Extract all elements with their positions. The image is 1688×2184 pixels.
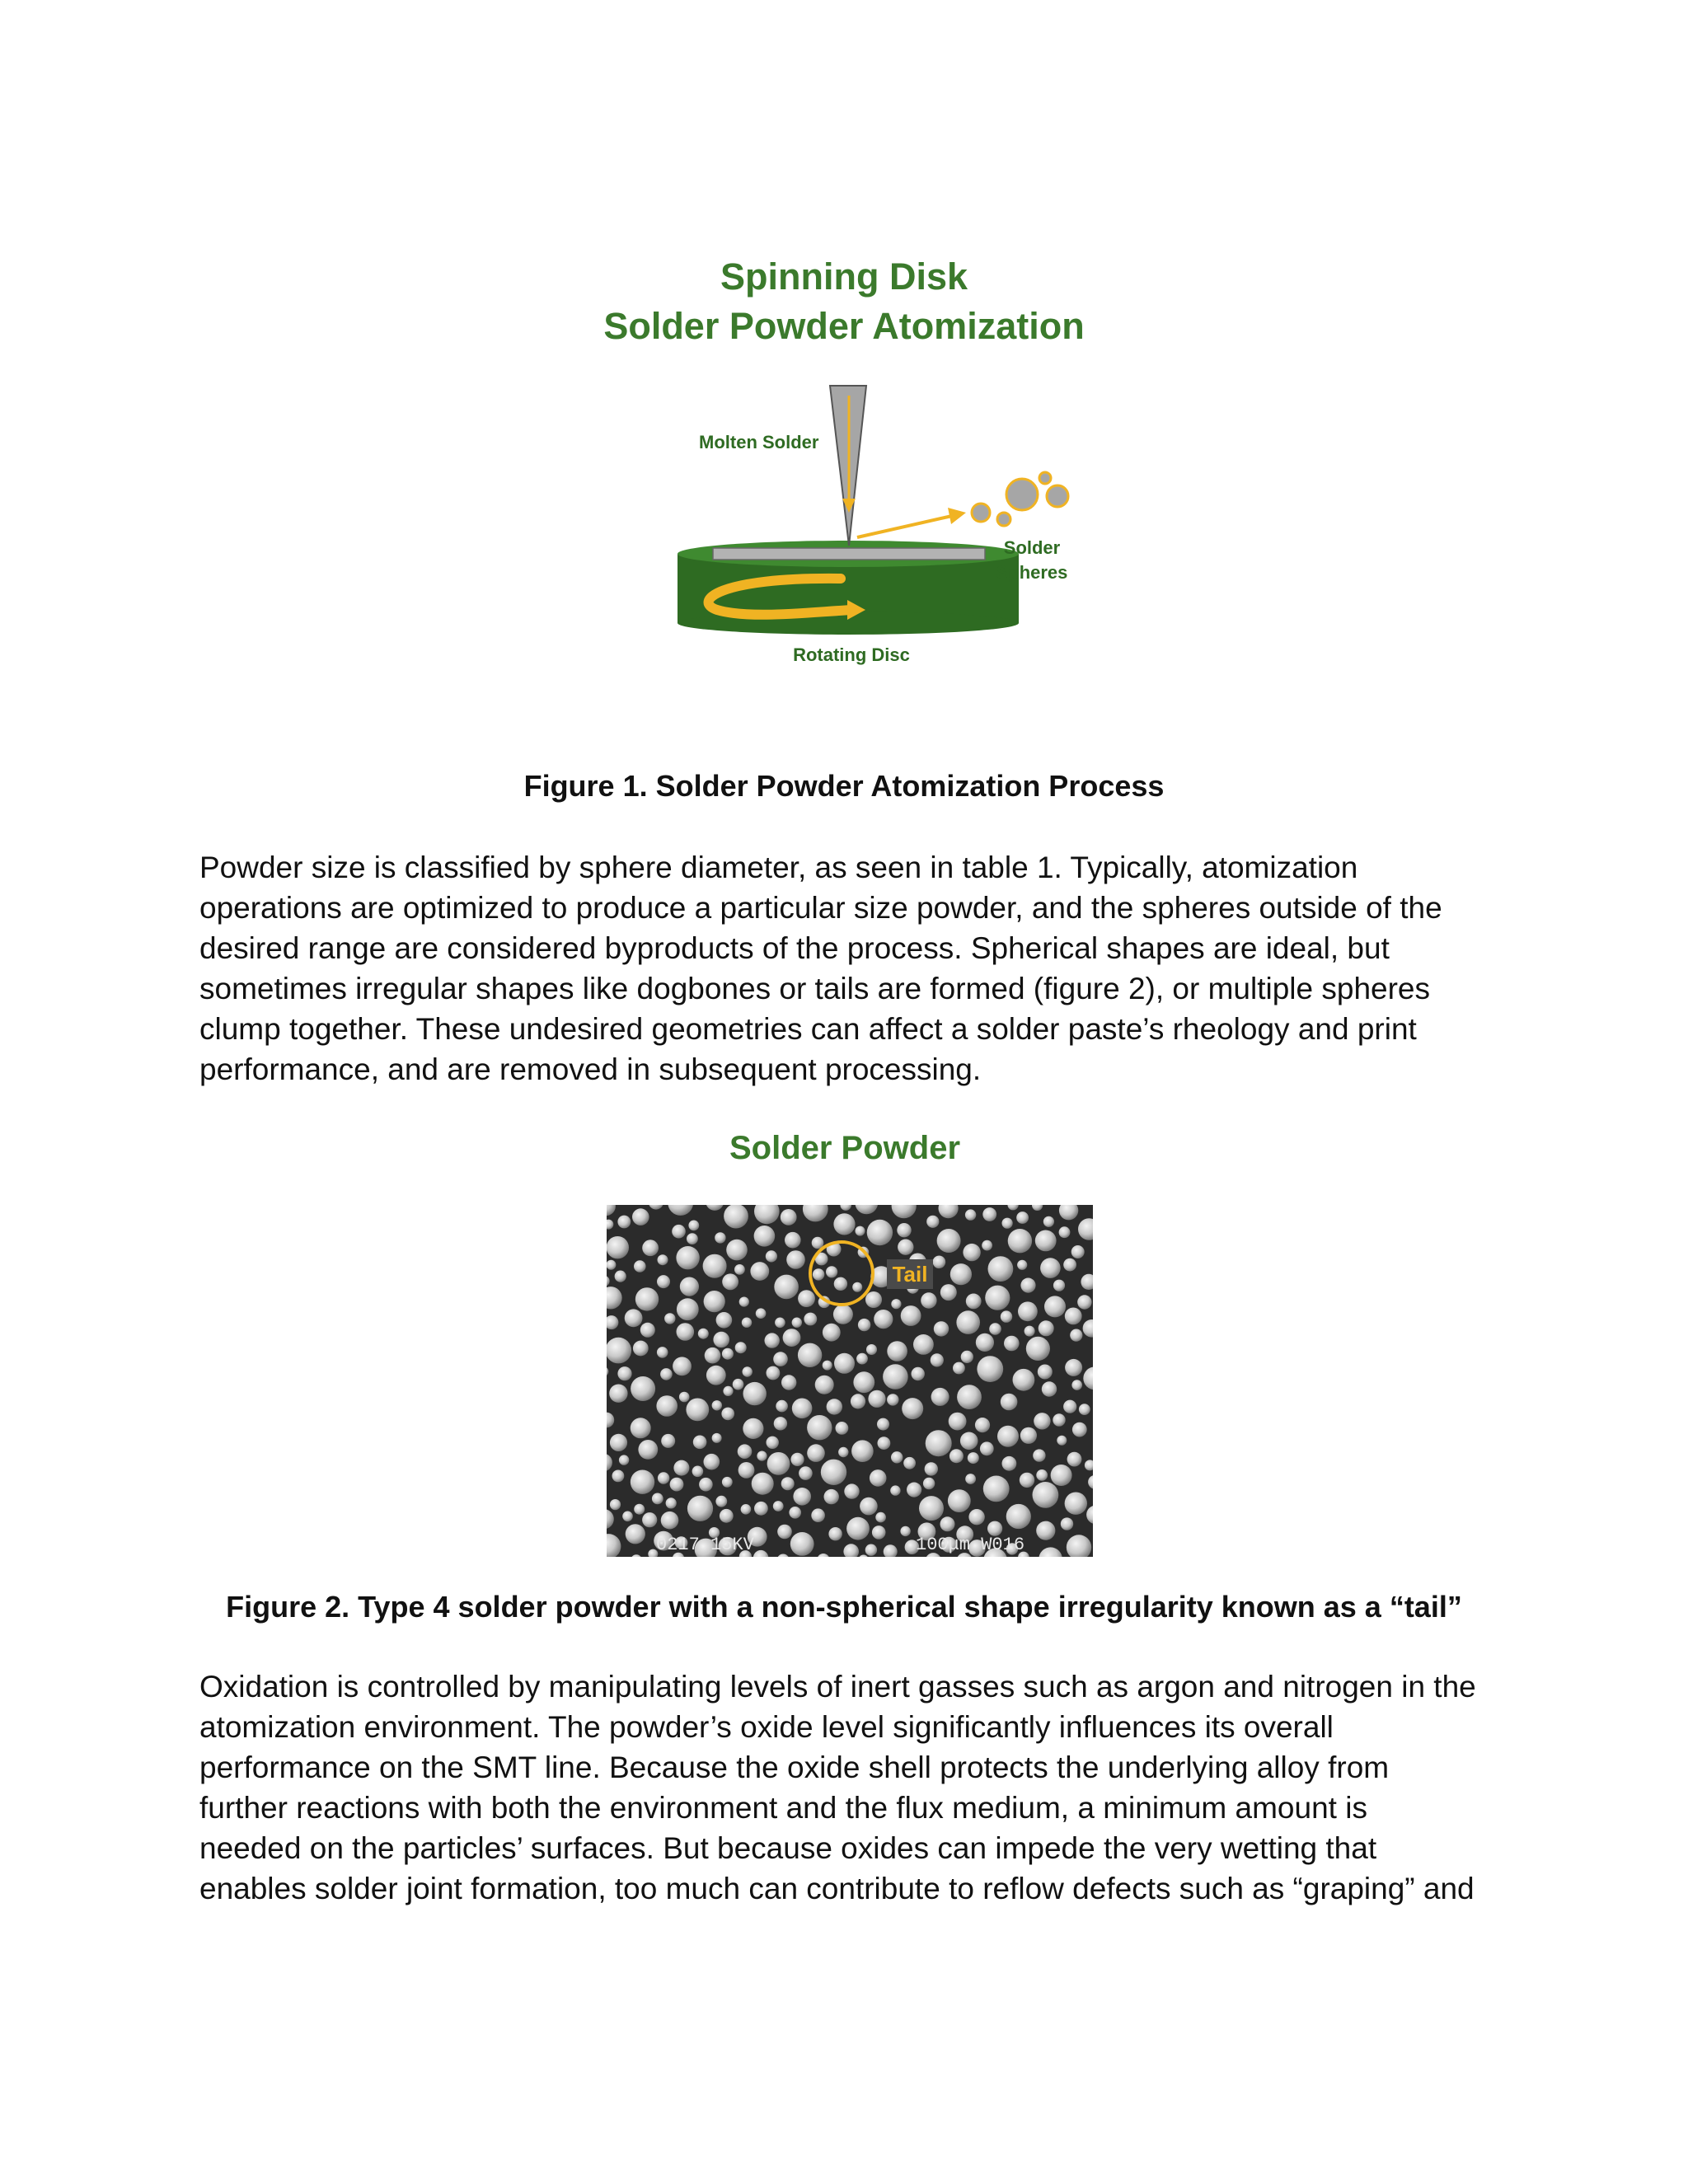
powder-particle: [722, 1273, 738, 1290]
powder-particle: [940, 1284, 957, 1301]
powder-particle: [891, 1451, 903, 1463]
powder-particle: [836, 1422, 849, 1435]
powder-particle: [615, 1271, 626, 1282]
powder-particle: [756, 1308, 767, 1319]
powder-particle: [773, 1501, 784, 1511]
powder-particle: [872, 1526, 886, 1540]
powder-particle: [799, 1466, 813, 1480]
powder-particle: [715, 1232, 725, 1243]
powder-particle: [720, 1509, 734, 1523]
powder-particle: [774, 1275, 799, 1300]
powder-particle: [607, 1236, 629, 1258]
powder-particle: [838, 1447, 848, 1457]
powder-particle: [1018, 1301, 1038, 1321]
powder-particle: [1035, 1230, 1057, 1252]
powder-particle: [1071, 1245, 1085, 1258]
powder-particle: [985, 1286, 1010, 1310]
paragraph-2: [199, 1666, 1518, 1909]
powder-particle: [1034, 1413, 1050, 1429]
powder-particle: [704, 1454, 720, 1470]
powder-particle: [658, 1472, 669, 1483]
powder-particle: [965, 1209, 976, 1220]
powder-particle: [792, 1399, 813, 1419]
powder-particle: [953, 1362, 965, 1375]
figure2-title: Solder Powder: [729, 1130, 961, 1166]
powder-particle: [632, 1208, 649, 1226]
powder-particle: [1002, 1218, 1013, 1229]
powder-particle: [688, 1221, 699, 1231]
powder-particle: [798, 1290, 815, 1307]
powder-particle: [811, 1508, 825, 1522]
powder-particle: [750, 1262, 769, 1281]
powder-particle: [926, 1430, 952, 1456]
powder-particle: [1044, 1296, 1066, 1317]
powder-particle: [898, 1240, 913, 1255]
powder-particle: [766, 1250, 777, 1262]
rotating-disc: [678, 541, 1019, 635]
molten-solder-label: Molten Solder: [699, 432, 819, 452]
powder-particle: [777, 1525, 792, 1540]
powder-particle: [912, 1367, 925, 1380]
powder-particle: [741, 1504, 752, 1515]
solder-spheres-label-1: Solder: [1003, 537, 1061, 558]
powder-particle: [856, 1353, 868, 1365]
powder-particle: [989, 1323, 1001, 1335]
powder-particle: [743, 1418, 763, 1439]
powder-particle: [950, 1449, 964, 1463]
powder-particle: [804, 1313, 817, 1326]
paragraph-line: clump together. These undesired geometries can affect a solder paste’s rheology and print: [199, 1012, 1417, 1046]
powder-particle: [963, 1244, 980, 1261]
powder-particle: [734, 1264, 745, 1275]
powder-particle: [1070, 1329, 1082, 1342]
powder-particle: [738, 1444, 753, 1459]
powder-particle: [897, 1223, 911, 1237]
powder-particle: [851, 1394, 865, 1408]
sem-micrograph: [607, 1205, 1093, 1557]
powder-particle: [765, 1333, 780, 1347]
powder-particle: [921, 1292, 936, 1308]
powder-particle: [609, 1385, 627, 1403]
powder-particle: [617, 1366, 631, 1380]
powder-particle: [937, 1229, 961, 1253]
powder-particle: [1057, 1436, 1067, 1446]
powder-particle: [957, 1385, 982, 1409]
powder-particle: [997, 1426, 1019, 1447]
powder-particle: [934, 1321, 949, 1336]
powder-particle: [767, 1436, 779, 1449]
powder-particle: [743, 1366, 753, 1376]
powder-particle: [1072, 1422, 1087, 1437]
powder-particle: [677, 1323, 695, 1341]
powder-particle: [968, 1452, 979, 1464]
powder-particle: [723, 1386, 733, 1396]
powder-particle: [948, 1489, 971, 1512]
powder-particle: [724, 1205, 748, 1229]
powder-particle: [826, 1266, 837, 1277]
powder-particle: [786, 1250, 805, 1269]
powder-particle: [1038, 1365, 1053, 1380]
powder-particle: [625, 1309, 643, 1327]
powder-particle: [1033, 1482, 1059, 1508]
powder-particle: [776, 1400, 788, 1413]
powder-particle: [966, 1294, 982, 1310]
powder-particle: [890, 1485, 900, 1495]
powder-particle: [743, 1382, 767, 1405]
powder-particle: [813, 1268, 824, 1280]
powder-particle: [980, 1441, 994, 1455]
powder-particle: [785, 1232, 801, 1249]
powder-particle: [1063, 1258, 1076, 1272]
powder-particle: [670, 1478, 684, 1492]
powder-particle: [983, 1476, 1010, 1502]
powder-particle: [612, 1470, 625, 1483]
powder-particle: [925, 1462, 938, 1475]
powder-particle: [754, 1226, 776, 1247]
powder-particle: [874, 1310, 893, 1329]
powder-particle: [790, 1532, 814, 1556]
powder-particle: [699, 1478, 713, 1492]
paragraph-line: needed on the particles’ surfaces. But because oxides can impede the very wetting that: [199, 1831, 1377, 1865]
powder-particle: [704, 1291, 725, 1312]
powder-particle: [856, 1226, 865, 1236]
powder-particle: [634, 1504, 645, 1515]
powder-particle: [661, 1511, 679, 1530]
figure2-caption: Figure 2. Type 4 solder powder with a non-spherical shape irregularity known as a “tail”: [226, 1590, 1462, 1624]
powder-particle: [757, 1451, 767, 1461]
paragraph-line: desired range are considered byproducts of the process. Spherical shapes are ideal, but: [199, 931, 1390, 965]
powder-particle: [923, 1478, 935, 1489]
powder-particle: [902, 1398, 923, 1419]
powder-particle: [666, 1497, 677, 1508]
powder-particle: [640, 1323, 655, 1338]
paragraph-line: enables solder joint formation, too much can contribute to reflow defects such as “graping” and: [199, 1872, 1475, 1905]
powder-particle: [781, 1209, 797, 1226]
powder-particle: [1053, 1413, 1065, 1426]
powder-particle: [1020, 1278, 1035, 1293]
powder-particle: [712, 1433, 722, 1443]
powder-particle: [1001, 1310, 1012, 1322]
powder-particle: [726, 1240, 748, 1261]
powder-particle: [919, 1496, 944, 1521]
powder-particle: [680, 1277, 699, 1296]
powder-particle: [956, 1310, 980, 1334]
powder-particle: [631, 1376, 655, 1401]
powder-particle: [658, 1254, 668, 1265]
powder-particle: [610, 1434, 627, 1451]
paragraph-line: Powder size is classified by sphere diameter, as seen in table 1. Typically, atomization: [199, 851, 1358, 884]
powder-particle: [865, 1544, 877, 1556]
atomization-diagram: [668, 363, 1129, 676]
powder-particle: [657, 1347, 668, 1358]
powder-particle: [774, 1417, 787, 1430]
powder-particle: [977, 1356, 1003, 1382]
powder-particle: [1020, 1473, 1034, 1488]
powder-particle: [933, 1256, 946, 1269]
powder-particle: [790, 1453, 804, 1466]
powder-particle: [781, 1477, 795, 1490]
powder-particle: [706, 1366, 726, 1385]
powder-particle: [676, 1246, 699, 1269]
powder-particle: [798, 1343, 822, 1367]
powder-particle: [713, 1332, 729, 1348]
powder-particle: [721, 1408, 734, 1421]
powder-particle: [961, 1351, 973, 1363]
powder-particle: [660, 1368, 673, 1380]
powder-particle: [950, 1263, 972, 1285]
paragraph-line: operations are optimized to produce a particular size powder, and the spheres outside of the: [199, 891, 1442, 925]
powder-particle: [635, 1287, 659, 1310]
powder-particle: [1051, 1465, 1072, 1486]
powder-particle: [703, 1254, 727, 1278]
powder-particle: [931, 1388, 950, 1406]
powder-particle: [619, 1455, 629, 1465]
powder-particle: [940, 1516, 955, 1531]
powder-particle: [1020, 1427, 1037, 1444]
paragraph-line: Oxidation is controlled by manipulating levels of inert gasses such as argon and nitrogen in the: [199, 1670, 1476, 1704]
powder-particle: [824, 1489, 839, 1504]
powder-particle: [661, 1434, 675, 1448]
powder-particle: [926, 1216, 939, 1228]
powder-particle: [705, 1347, 721, 1364]
powder-particle: [988, 1256, 1014, 1282]
powder-particle: [687, 1496, 713, 1521]
powder-particle: [712, 1400, 722, 1410]
powder-particle: [903, 1457, 916, 1469]
powder-particle: [968, 1509, 984, 1525]
powder-particle: [626, 1524, 645, 1544]
powder-particle: [767, 1366, 781, 1380]
powder-particle: [1036, 1521, 1055, 1540]
powder-particle: [1008, 1229, 1032, 1253]
powder-particle: [833, 1213, 855, 1235]
powder-particle: [686, 1399, 709, 1422]
powder-particle: [976, 1333, 994, 1352]
powder-particle: [860, 1497, 878, 1516]
powder-particle: [931, 1353, 944, 1366]
powder-particle: [821, 1460, 846, 1485]
figure1-title-line2: Solder Powder Atomization: [603, 305, 1085, 347]
powder-particle: [887, 1394, 898, 1405]
powder-particle: [733, 1379, 744, 1390]
powder-particle: [1077, 1295, 1091, 1309]
powder-particle: [867, 1220, 893, 1245]
powder-particle: [1079, 1404, 1090, 1415]
powder-particle: [1039, 1320, 1054, 1336]
figure1-title-line1: Spinning Disk: [720, 255, 968, 298]
powder-particle: [975, 1418, 990, 1432]
powder-particle: [960, 1432, 978, 1451]
powder-particle: [807, 1444, 825, 1462]
powder-particle: [851, 1440, 874, 1462]
powder-particle: [1042, 1381, 1057, 1396]
powder-particle: [875, 1512, 886, 1523]
powder-particle: [1065, 1359, 1082, 1376]
powder-particle: [1001, 1394, 1018, 1411]
paragraph-line: performance on the SMT line. Because the oxide shell protects the underlying alloy from: [199, 1750, 1390, 1784]
powder-particle: [866, 1344, 877, 1355]
powder-particle: [1063, 1400, 1076, 1413]
powder-particle: [673, 1460, 689, 1476]
powder-particle: [739, 1297, 749, 1307]
powder-particle: [870, 1469, 887, 1487]
powder-particle: [901, 1305, 921, 1326]
powder-particle: [610, 1499, 621, 1510]
powder-particle: [775, 1318, 785, 1329]
powder-particle: [1067, 1452, 1082, 1467]
powder-particle: [891, 1299, 901, 1309]
powder-particle: [634, 1260, 646, 1272]
powder-particle: [1033, 1449, 1045, 1461]
powder-particle: [887, 1341, 907, 1361]
powder-particle: [807, 1415, 832, 1440]
paragraph-line: performance, and are removed in subsequent processing.: [199, 1052, 982, 1086]
powder-particle: [982, 1207, 996, 1221]
powder-particle: [722, 1477, 733, 1488]
powder-particle: [692, 1466, 704, 1478]
powder-particle: [982, 1240, 992, 1251]
rotating-disc-label: Rotating Disc: [793, 644, 910, 665]
powder-particle: [773, 1352, 788, 1366]
powder-particle: [754, 1502, 768, 1516]
figure1-caption: Figure 1. Solder Powder Atomization Process: [523, 769, 1165, 803]
powder-particle: [852, 1282, 862, 1292]
powder-particle: [1016, 1212, 1029, 1224]
powder-particle: [633, 1341, 649, 1357]
solder-spheres-label-2: Spheres: [996, 562, 1068, 583]
powder-particle: [642, 1240, 659, 1256]
powder-particle: [858, 1319, 870, 1331]
powder-particle: [687, 1233, 698, 1244]
powder-particle: [789, 1507, 801, 1519]
powder-particle: [638, 1440, 658, 1460]
powder-particle: [735, 1342, 747, 1353]
powder-particle: [834, 1353, 855, 1374]
powder-particle: [907, 1483, 921, 1497]
paragraph-1: [199, 847, 1518, 1090]
powder-particle: [828, 1527, 842, 1540]
powder-particle: [1043, 1216, 1054, 1227]
powder-particle: [617, 1216, 631, 1229]
powder-particle: [1004, 1336, 1020, 1352]
paragraph-line: atomization environment. The powder’s oxide level significantly influences its overall: [199, 1710, 1334, 1744]
powder-particle: [767, 1452, 790, 1475]
powder-particle: [815, 1376, 834, 1394]
powder-particle: [656, 1395, 678, 1417]
powder-particle: [673, 1357, 692, 1376]
powder-particle: [664, 1313, 675, 1324]
powder-particle: [844, 1483, 859, 1498]
powder-particle: [865, 1291, 882, 1308]
powder-particle: [877, 1418, 889, 1431]
powder-particle: [965, 1474, 976, 1484]
powder-particle: [715, 1496, 727, 1507]
powder-particle: [642, 1512, 657, 1527]
powder-particle: [698, 1329, 709, 1339]
powder-particle: [823, 1361, 832, 1371]
powder-particle: [1071, 1380, 1082, 1390]
powder-particle: [1013, 1369, 1035, 1391]
powder-particle: [783, 1329, 801, 1347]
powder-particle: [834, 1277, 847, 1291]
powder-particle: [1025, 1326, 1035, 1337]
powder-particle: [823, 1324, 841, 1342]
paragraph-line: sometimes irregular shapes like dogbones or tails are formed (figure 2), or multiple spheres: [199, 972, 1431, 1005]
powder-particle: [679, 1392, 690, 1403]
powder-particle: [1040, 1258, 1061, 1278]
powder-particle: [1053, 1280, 1065, 1291]
powder-particle: [1065, 1493, 1087, 1515]
powder-particle: [1059, 1226, 1071, 1238]
powder-particle: [793, 1488, 811, 1506]
sem-info-right: 100μm W016: [916, 1535, 1025, 1555]
powder-particle: [622, 1511, 633, 1522]
powder-particle: [792, 1318, 802, 1328]
powder-particle: [722, 1348, 734, 1360]
powder-particle: [868, 1390, 885, 1408]
powder-particle: [631, 1470, 654, 1494]
powder-particle: [742, 1318, 752, 1328]
powder-particle: [1065, 1308, 1082, 1325]
powder-particle: [883, 1364, 908, 1390]
powder-particle: [752, 1473, 774, 1495]
powder-particle: [716, 1312, 733, 1329]
powder-particle: [1036, 1469, 1048, 1481]
powder-particle: [1017, 1260, 1027, 1270]
powder-particle: [781, 1375, 796, 1390]
powder-particle: [738, 1462, 755, 1479]
powder-particle: [672, 1225, 686, 1239]
spray-arrow: [857, 508, 966, 537]
powder-particle: [657, 1275, 670, 1288]
powder-particle: [913, 1334, 934, 1355]
powder-particle: [833, 1305, 853, 1324]
powder-particle: [827, 1399, 842, 1414]
nozzle: [830, 386, 866, 546]
powder-particle: [878, 1436, 891, 1450]
powder-particle: [846, 1517, 870, 1540]
powder-particle: [1002, 1456, 1017, 1471]
powder-particle: [1061, 1517, 1073, 1530]
powder-particle: [949, 1413, 967, 1431]
powder-particle: [1006, 1504, 1031, 1529]
powder-particle: [631, 1418, 651, 1438]
powder-particle: [1026, 1337, 1050, 1361]
tail-label: Tail: [892, 1262, 928, 1286]
powder-particle: [677, 1298, 699, 1320]
paragraph-line: further reactions with both the environment and the flux medium, a minimum amount is: [199, 1791, 1367, 1825]
powder-particle: [900, 1526, 910, 1536]
solder-spheres: [972, 472, 1068, 526]
powder-particle: [652, 1493, 663, 1505]
sem-info-left: 0217 15KV: [656, 1535, 754, 1555]
powder-particle: [853, 1371, 874, 1393]
powder-particle: [693, 1436, 707, 1450]
